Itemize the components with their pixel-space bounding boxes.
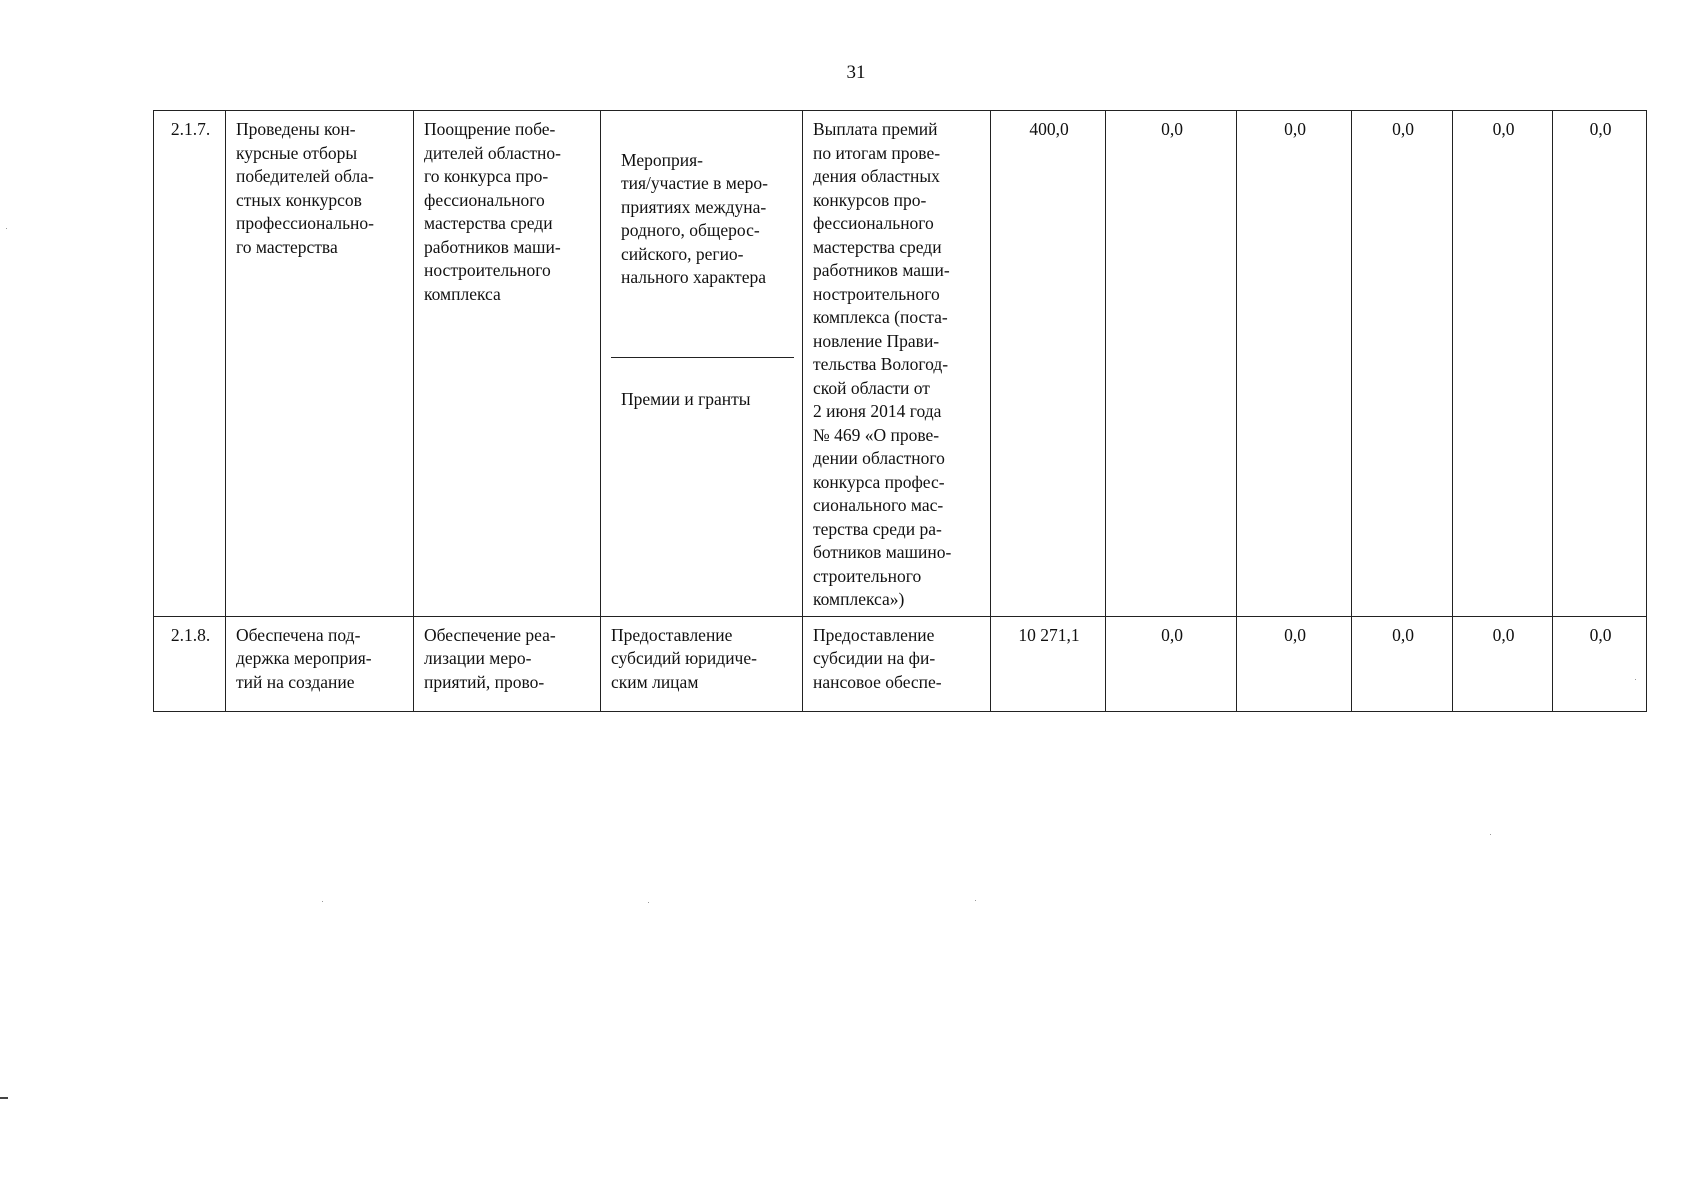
value-cell: 0,0 [1237,111,1352,617]
scan-speck [1490,834,1491,835]
table-row [154,616,1647,711]
result-cell: Обеспечена под- держка мероприя- тий на создание [226,616,414,711]
value-cell: 0,0 [1237,616,1352,711]
value-cell: 0,0 [1453,111,1553,617]
scan-mark [0,1097,8,1099]
event-top: Мероприя- тия/участие в меро- приятиях междуна- родного, общерос- сийского, регио- нального характера [611,142,794,358]
value-cell: 400,0 [991,111,1106,617]
scan-speck [648,902,649,903]
description-cell: Выплата премий по итогам прове- дения областных конкурсов про- фессионального мастерства среди работников маши- ностроительного комплекса (поста- новление Прави- тельства Вологод- ской области от 2 июня 2014 года № 469 «О прове- дении областного конкурса профес- сионального мас- терства среди ра- ботников машино- строительного комплекса») [803,111,991,617]
value-cell: 0,0 [1106,111,1237,617]
value-cell: 10 271,1 [991,616,1106,711]
goal-cell: Поощрение побе- дителей областно- го конкурса про- фессионального мастерства среди работников маши- ностроительного комплекса [414,111,601,617]
description-cell: Предоставление субсидии на фи- нансовое обеспе- [803,616,991,711]
event-cell [601,111,803,617]
program-table [153,110,1647,712]
scan-speck [1635,679,1636,680]
scan-speck [322,901,323,902]
scan-speck [975,900,976,901]
event-bottom: Премии и гранты [621,389,751,409]
result-cell: Проведены кон- курсные отборы победителей обла- стных конкурсов профессионально- го мастерства [226,111,414,617]
value-cell: 0,0 [1352,616,1453,711]
event-cell: Предоставление субсидий юридиче- ским лицам [601,616,803,711]
value-cell: 0,0 [1106,616,1237,711]
table-row [154,111,1647,617]
page-number: 31 [846,62,866,83]
value-cell: 0,0 [1453,616,1553,711]
value-cell: 0,0 [1553,111,1647,617]
goal-cell: Обеспечение реа- лизации меро- приятий, прово- [414,616,601,711]
value-cell: 0,0 [1553,616,1647,711]
scan-speck [6,228,7,229]
value-cell: 0,0 [1352,111,1453,617]
row-number: 2.1.7. [154,111,226,617]
row-number: 2.1.8. [154,616,226,711]
